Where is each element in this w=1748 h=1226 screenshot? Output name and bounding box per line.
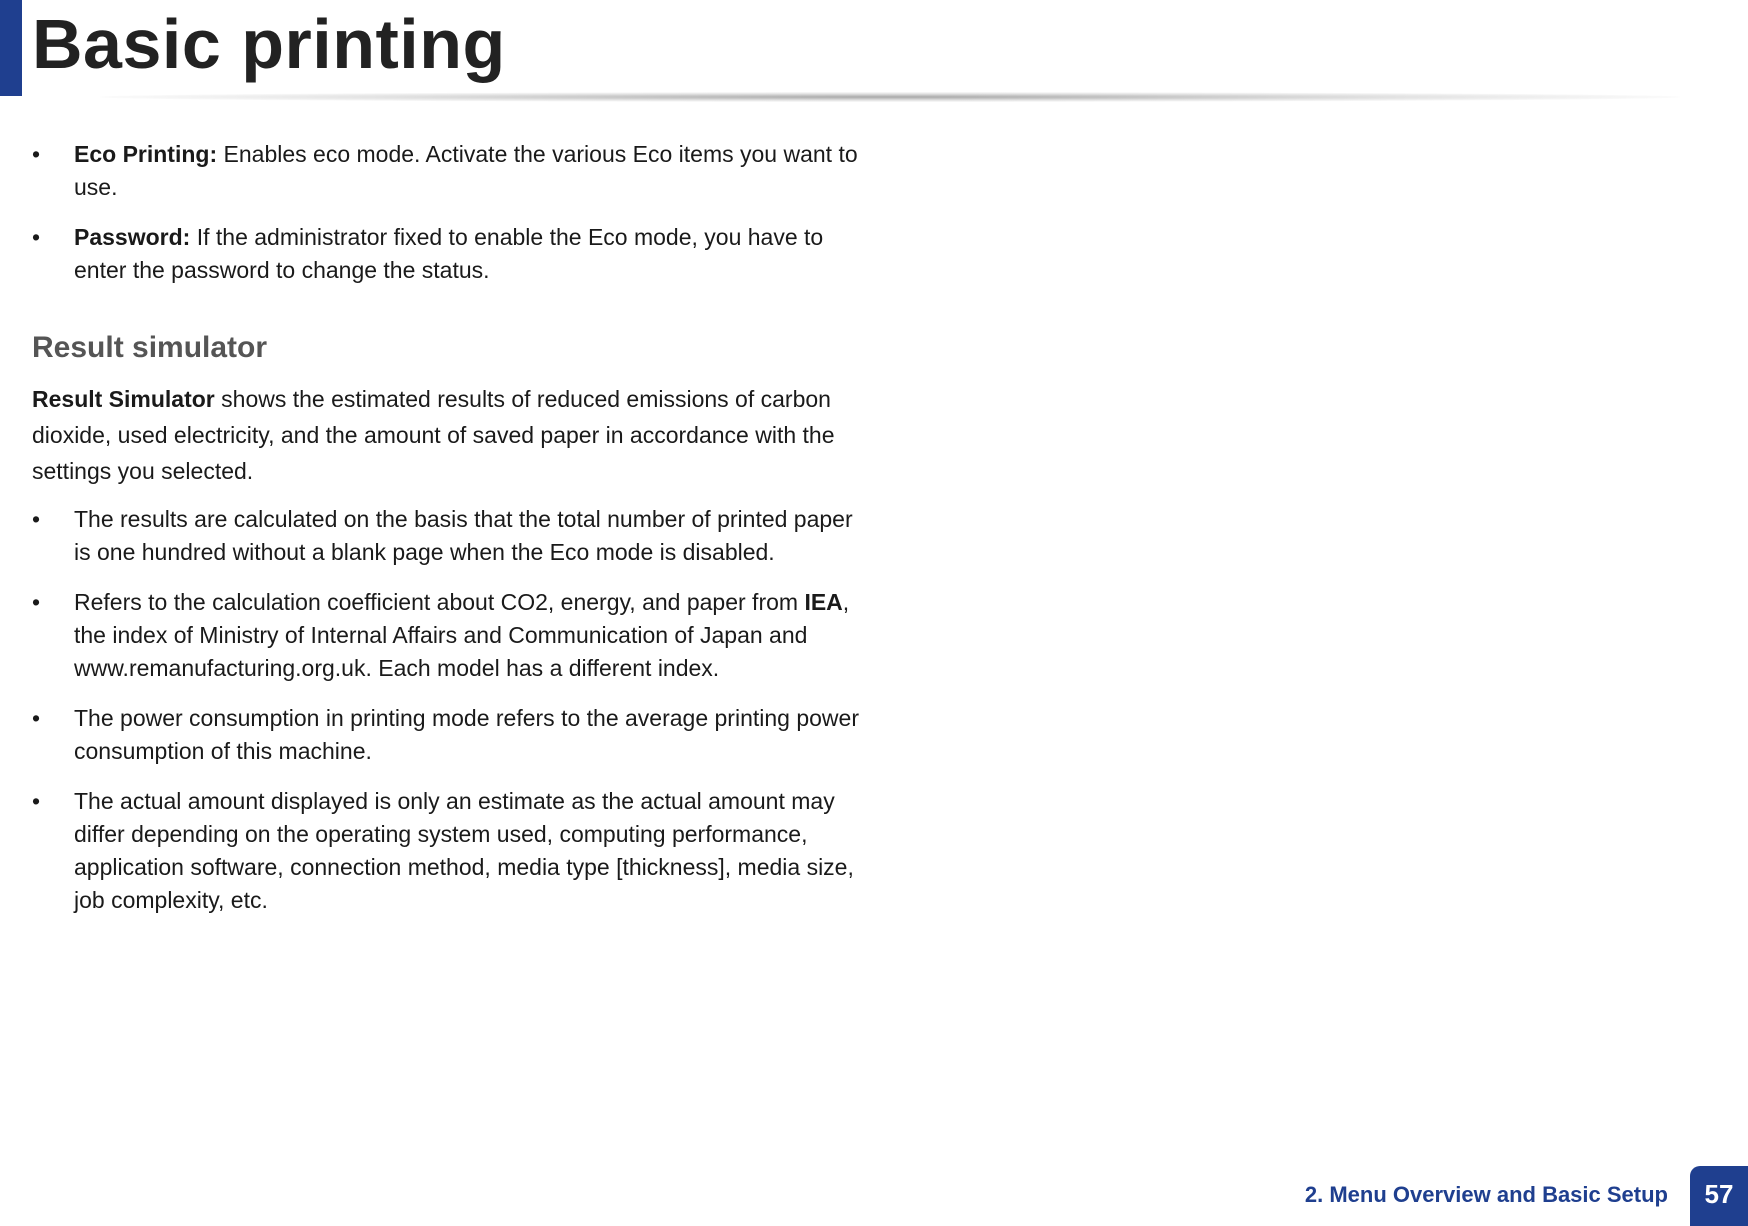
eco-options-list [32, 138, 862, 287]
note-text: , the index of Ministry of Internal Affairs and Communication of Japan and www.remanufacturing.org.uk. Each model has a different index. [74, 589, 850, 681]
bullet-icon: • [32, 224, 41, 250]
bullet-icon: • [32, 589, 41, 615]
note-text: The results are calculated on the basis that the total number of printed paper is one hundred without a blank page when the Eco mode is disabled. [74, 506, 853, 565]
bullet-icon: • [32, 506, 41, 532]
term-eco-printing: Eco Printing: [74, 141, 218, 167]
main-content [32, 138, 862, 934]
bullet-icon: • [32, 788, 41, 814]
result-simulator-intro [32, 381, 862, 489]
note-text: Refers to the calculation coefficient about CO2, energy, and paper from [74, 589, 805, 615]
bullet-icon: • [32, 141, 41, 167]
list-item [32, 503, 862, 569]
section-heading-result-simulator: Result simulator [32, 331, 268, 364]
page-number-badge: 57 [1690, 1166, 1748, 1226]
list-item [32, 702, 862, 768]
list-item [32, 785, 862, 917]
note-text: The power consumption in printing mode refers to the average printing power consumption of this machine. [74, 705, 859, 764]
desc-password: If the administrator fixed to enable the Eco mode, you have to enter the password to change the status. [74, 224, 824, 283]
page-title: Basic printing [32, 5, 506, 83]
list-item [32, 586, 862, 685]
header-divider [100, 92, 1680, 102]
intro-text: shows the estimated results of reduced emissions of carbon dioxide, used electricity, and the amount of saved paper in accordance with the settings you selected. [32, 386, 835, 484]
term-result-simulator: Result Simulator [32, 386, 215, 412]
bullet-icon: • [32, 705, 41, 731]
term-password: Password: [74, 224, 191, 250]
term-iea: IEA [804, 589, 843, 615]
list-item-eco-printing [32, 138, 862, 204]
desc-eco-printing: Enables eco mode. Activate the various Eco items you want to use. [74, 141, 858, 200]
note-text: The actual amount displayed is only an estimate as the actual amount may differ depending on the operating system used, computing performance, application software, connection method, media type [thickness], media size, job complexity, etc. [74, 788, 854, 913]
result-notes-list [32, 503, 862, 917]
footer-chapter-link[interactable]: 2. Menu Overview and Basic Setup [1304, 1182, 1668, 1207]
list-item-password [32, 221, 862, 287]
header-accent-bar [0, 0, 22, 96]
